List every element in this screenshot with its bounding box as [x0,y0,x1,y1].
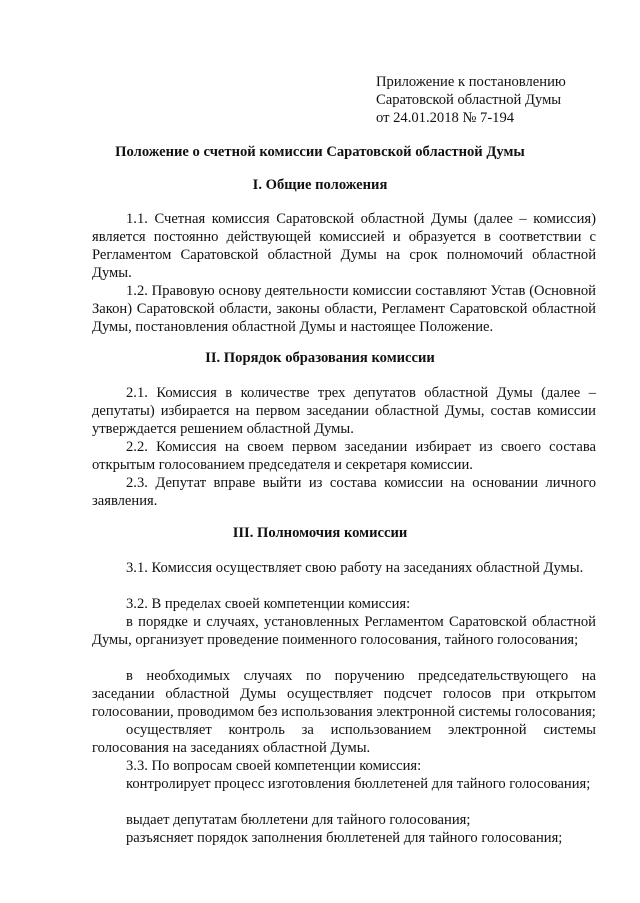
section-heading-3: III. Полномочия комиссии [232,525,408,541]
paragraph-1-2: 1.2. Правовую основу деятельности комиссии составляют Устав (Основной Закон) Саратовской области, законы области, Регламент Саратовской областной Думы, постановления областной Думы и настоящее Положение. [92,283,596,335]
paragraph-3-2: 3.2. В пределах своей компетенции комиссия: [126,596,411,612]
section-heading-2: II. Порядок образования комиссии [205,350,435,366]
paragraph-2-3: 2.3. Депутат вправе выйти из состава комиссии на основании личного заявления. [92,475,596,509]
list-item-3-2-b: в необходимых случаях по поручению председательствующего на заседании областной Думы осуществляет подсчет голосов при открытом голосовании, проводимом без использования электронной системы голосования; [92,668,596,720]
list-item-3-3-c: разъясняет порядок заполнения бюллетеней для тайного голосования; [126,830,563,846]
paragraph-2-2: 2.2. Комиссия на своем первом заседании избирает из своего состава открытым голосованием председателя и секретаря комиссии. [92,439,596,473]
document-title: Положение о счетной комиссии Саратовской областной Думы [115,144,525,160]
appendix-line-3: от 24.01.2018 № 7-194 [376,110,515,126]
paragraph-1-1: 1.1. Счетная комиссия Саратовской областной Думы (далее – комиссия) является постоянно действующей комиссией и образуется в соответствии с Регламентом Саратовской областной Думы на срок полномочий областной Думы. [92,211,596,281]
appendix-note [376,73,566,127]
list-item-3-3-a: контролирует процесс изготовления бюллетеней для тайного голосования; [126,776,591,792]
appendix-line-2: Саратовской областной Думы [376,92,562,108]
paragraph-2-1: 2.1. Комиссия в количестве трех депутатов областной Думы (далее – депутаты) избирается на первом заседании областной Думы, состав комиссии утверждается решением областной Думы. [92,385,596,437]
list-item-3-2-a: в порядке и случаях, установленных Регламентом Саратовской областной Думы, организует проведение поименного голосования, тайного голосования; [92,614,596,648]
paragraph-3-1: 3.1. Комиссия осуществляет свою работу на заседаниях областной Думы. [126,560,584,576]
list-item-3-3-b: выдает депутатам бюллетени для тайного голосования; [126,812,471,828]
paragraph-3-3: 3.3. По вопросам своей компетенции комиссия: [126,758,422,774]
section-heading-1: I. Общие положения [252,177,388,193]
appendix-line-1: Приложение к постановлению [376,74,566,90]
list-item-3-2-c: осуществляет контроль за использованием электронной системы голосования на заседаниях областной Думы. [92,722,596,756]
